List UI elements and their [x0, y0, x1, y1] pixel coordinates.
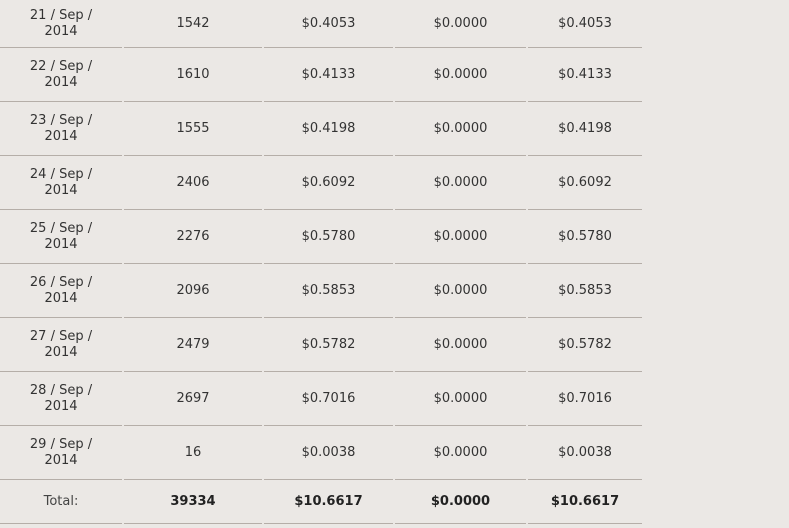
table-row	[0, 48, 642, 102]
revenue-cell: $0.5782	[264, 318, 393, 372]
total-revenue: $10.6617	[264, 480, 393, 524]
date-cell	[0, 318, 122, 372]
row-total-cell: $0.5782	[528, 318, 642, 372]
date-text: 23 / Sep / 2014	[29, 112, 93, 144]
table-row	[0, 426, 642, 480]
totals-row	[0, 480, 642, 524]
table-row	[0, 210, 642, 264]
total-impressions: 39334	[124, 480, 262, 524]
row-total-cell: $0.5780	[528, 210, 642, 264]
impressions-cell: 1542	[124, 0, 262, 48]
table-row	[0, 372, 642, 426]
revenue-cell: $0.0038	[264, 426, 393, 480]
totals-label: Total:	[0, 480, 122, 524]
row-total-cell: $0.0038	[528, 426, 642, 480]
date-text: 22 / Sep / 2014	[29, 58, 93, 90]
impressions-cell: 2697	[124, 372, 262, 426]
adjustments-cell: $0.0000	[395, 156, 526, 210]
total-adjustments: $0.0000	[395, 480, 526, 524]
date-cell	[0, 372, 122, 426]
row-total-cell: $0.6092	[528, 156, 642, 210]
impressions-cell: 1610	[124, 48, 262, 102]
row-total-cell: $0.4053	[528, 0, 642, 48]
date-text: 24 / Sep / 2014	[29, 166, 93, 198]
table-row	[0, 102, 642, 156]
date-text: 27 / Sep / 2014	[29, 328, 93, 360]
impressions-cell: 1555	[124, 102, 262, 156]
table-row	[0, 0, 642, 48]
adjustments-cell: $0.0000	[395, 210, 526, 264]
date-text: 28 / Sep / 2014	[29, 382, 93, 414]
adjustments-cell: $0.0000	[395, 48, 526, 102]
adjustments-cell: $0.0000	[395, 102, 526, 156]
adjustments-cell: $0.0000	[395, 0, 526, 48]
revenue-cell: $0.4198	[264, 102, 393, 156]
row-total-cell: $0.5853	[528, 264, 642, 318]
impressions-cell: 2479	[124, 318, 262, 372]
impressions-cell: 2406	[124, 156, 262, 210]
grand-total: $10.6617	[528, 480, 642, 524]
date-cell	[0, 426, 122, 480]
impressions-cell: 2276	[124, 210, 262, 264]
date-text: 21 / Sep / 2014	[29, 7, 93, 39]
adjustments-cell: $0.0000	[395, 426, 526, 480]
date-text: 25 / Sep / 2014	[29, 220, 93, 252]
row-total-cell: $0.4133	[528, 48, 642, 102]
date-cell	[0, 210, 122, 264]
revenue-cell: $0.6092	[264, 156, 393, 210]
date-text: 29 / Sep / 2014	[29, 436, 93, 468]
impressions-cell: 16	[124, 426, 262, 480]
row-total-cell: $0.4198	[528, 102, 642, 156]
row-total-cell: $0.7016	[528, 372, 642, 426]
revenue-cell: $0.5780	[264, 210, 393, 264]
date-cell	[0, 48, 122, 102]
adjustments-cell: $0.0000	[395, 372, 526, 426]
adjustments-cell: $0.0000	[395, 264, 526, 318]
date-cell	[0, 264, 122, 318]
impressions-cell: 2096	[124, 264, 262, 318]
table-row	[0, 264, 642, 318]
date-cell	[0, 156, 122, 210]
revenue-cell: $0.5853	[264, 264, 393, 318]
date-text: 26 / Sep / 2014	[29, 274, 93, 306]
adjustments-cell: $0.0000	[395, 318, 526, 372]
date-cell	[0, 102, 122, 156]
date-cell	[0, 0, 122, 48]
revenue-cell: $0.4133	[264, 48, 393, 102]
table-row	[0, 156, 642, 210]
revenue-cell: $0.7016	[264, 372, 393, 426]
table-row	[0, 318, 642, 372]
revenue-cell: $0.4053	[264, 0, 393, 48]
